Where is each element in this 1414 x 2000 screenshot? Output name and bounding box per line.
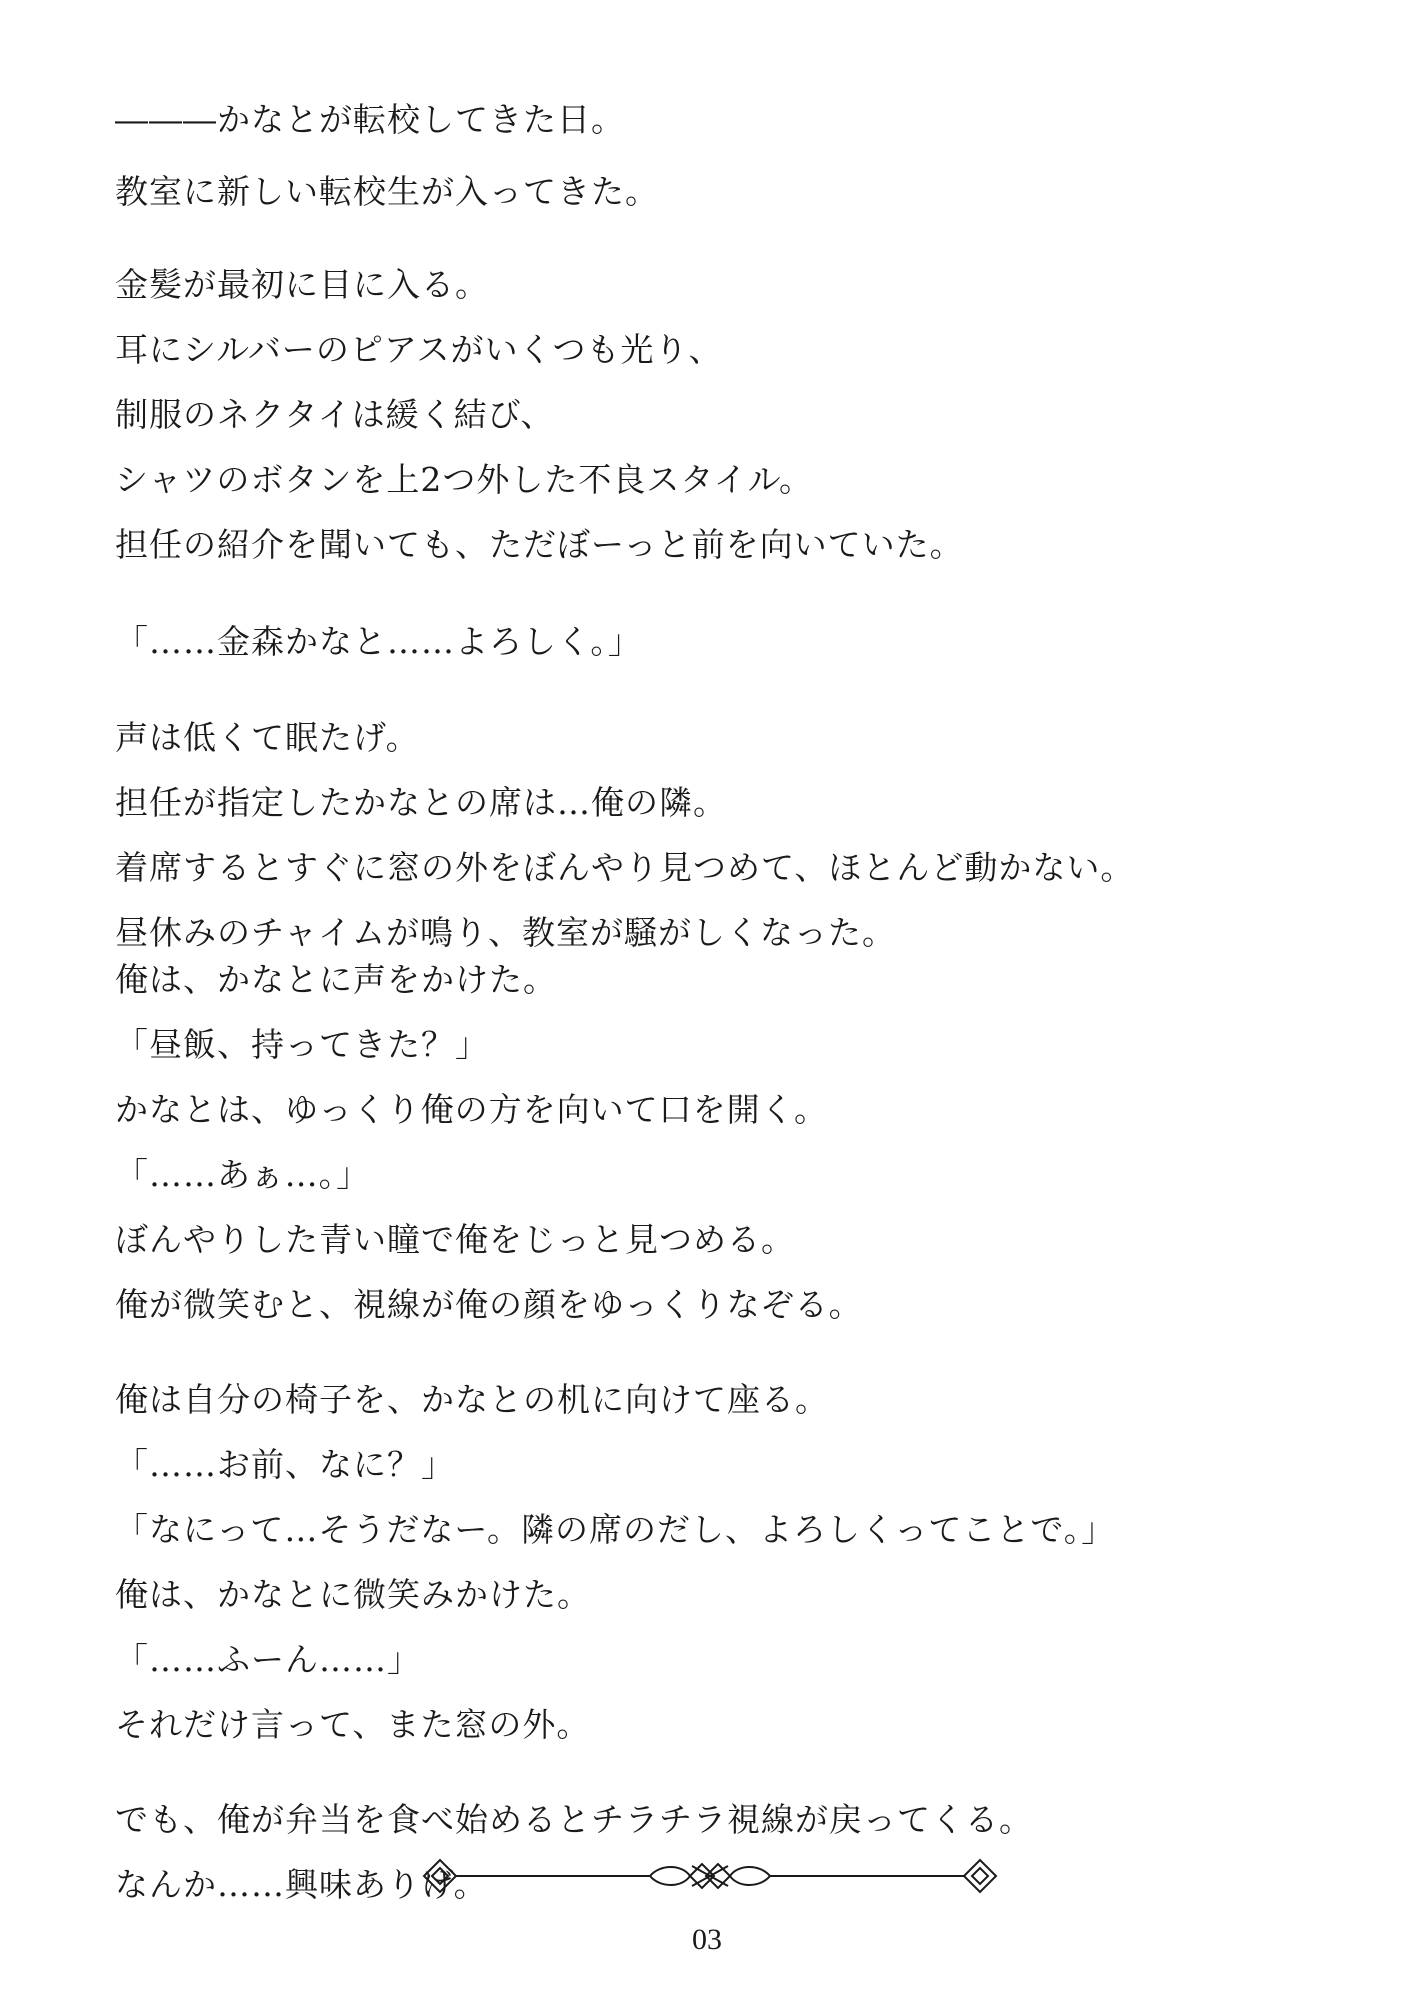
text-line: 耳にシルバーのピアスがいくつも光り、 xyxy=(115,330,723,369)
text-line: シャツのボタンを上2つ外した不良スタイル。 xyxy=(115,460,814,499)
text-line: それだけ言って、また窓の外。 xyxy=(115,1705,591,1744)
text-line: 声は低くて眠たげ。 xyxy=(115,718,420,757)
text-line: 「なにって…そうだなー。隣の席のだし、よろしくってことで。」 xyxy=(115,1510,1116,1549)
text-line: 担任の紹介を聞いても、ただぼーっと前を向いていた。 xyxy=(115,525,964,564)
text-line: 「……お前、なに？」 xyxy=(115,1445,455,1484)
text-line: 俺が微笑むと、視線が俺の顔をゆっくりなぞる。 xyxy=(115,1285,863,1324)
text-line: ぼんやりした青い瞳で俺をじっと見つめる。 xyxy=(115,1220,795,1259)
text-line: 着席するとすぐに窓の外をぼんやり見つめて、ほとんど動かない。 xyxy=(115,848,1135,887)
text-line: 俺は、かなとに声をかけた。 xyxy=(115,960,557,999)
text-line: 俺は、かなとに微笑みかけた。 xyxy=(115,1575,591,1614)
text-line: かなとは、ゆっくり俺の方を向いて口を開く。 xyxy=(115,1090,829,1129)
divider-ornament-icon xyxy=(420,1852,1000,1900)
text-line: 「……あぁ…。」 xyxy=(115,1155,371,1194)
text-line: 教室に新しい転校生が入ってきた。 xyxy=(115,172,659,211)
text-line: 担任が指定したかなとの席は…俺の隣。 xyxy=(115,783,727,822)
text-line: ―――かなとが転校してきた日。 xyxy=(115,100,625,139)
text-line: 「……金森かなと……よろしく。」 xyxy=(115,622,642,661)
text-line: 金髪が最初に目に入る。 xyxy=(115,265,489,304)
text-line: 「昼飯、持ってきた？」 xyxy=(115,1025,489,1064)
text-line: なんか……興味ありげ。 xyxy=(115,1865,488,1904)
text-line: 俺は自分の椅子を、かなとの机に向けて座る。 xyxy=(115,1380,829,1419)
text-line: でも、俺が弁当を食べ始めるとチラチラ視線が戻ってくる。 xyxy=(115,1800,1033,1839)
text-line: 昼休みのチャイムが鳴り、教室が騒がしくなった。 xyxy=(115,913,897,952)
text-line: 制服のネクタイは緩く結び、 xyxy=(115,395,555,434)
text-line: 「……ふーん……」 xyxy=(115,1640,421,1679)
page-number: 03 xyxy=(692,1923,722,1956)
